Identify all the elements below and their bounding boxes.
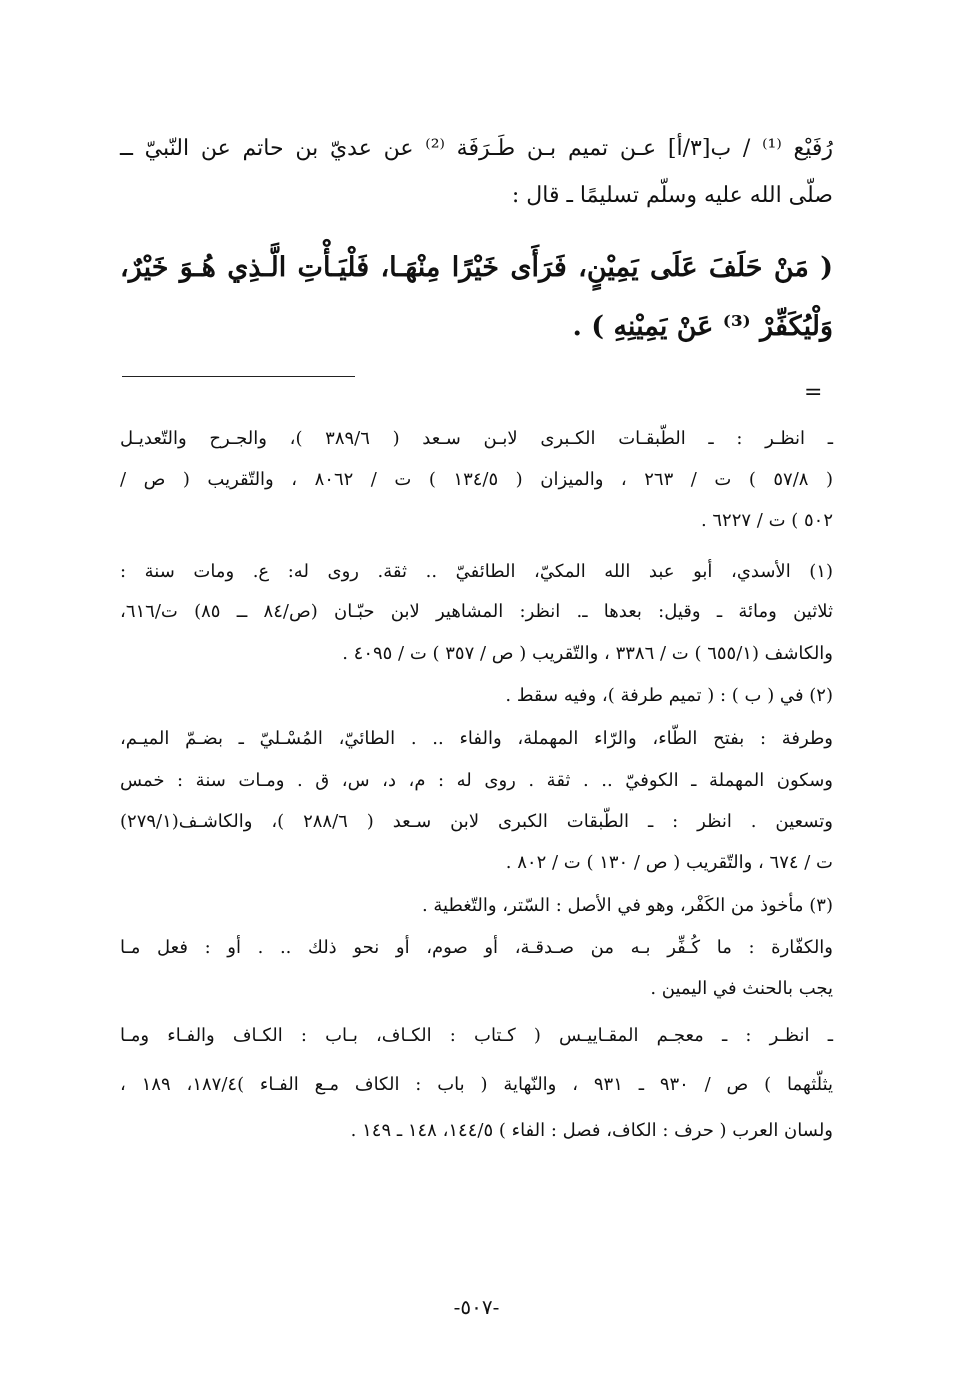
continuation-mark: = [804, 380, 823, 405]
hadith-line-2: وَلْيُكَفِّرْ ⁽³⁾ عَنْ يَمِيْنِهِ ) . [572, 311, 833, 342]
footnote-line: ـ انظـر : ـ معجـم المقـاييـس ( كـتاب : الكـاف، بـاب : الكـاف والفـاء ومـا [120, 1025, 833, 1046]
footnote-line: ٥٠٢ ) ت / ٦٢٢٧ . [700, 510, 833, 531]
footnote-line: (٣) مأخوذ من الكَفْر، وهو في الأصل : السّتر، والتّغطية . [421, 895, 833, 916]
footnote-line: والكفّارة : ما كُـفِّر بـه من صـدقـة، أو صوم، أو نحو ذلك .. . أو : فعل مـا [120, 937, 833, 958]
footnote-line: وسكون المهملة ـ الكوفيّ .. . ثقة . روى له : م، د، س، ق . ومـات سنة : خمس [120, 770, 833, 791]
footnote-line: يجب بالحنث في اليمين . [650, 978, 833, 999]
main-text-line-2: صلّى الله عليه وسلّم تسليمًا ـ قال : [511, 183, 833, 208]
footnote-separator [122, 376, 355, 377]
footnote-line: ثلاثين ومائة ـ وقيل: بعدها ـ. انظر: المشاهير لابن حبّـان (ص/٨٤ ــ ٨٥) ت/٦١٦، [120, 601, 833, 622]
footnote-line: ت / ٦٧٤ ، والتّقريب ( ص / ١٣٠ ) ت / ٨٠٢ . [505, 852, 833, 873]
footnote-line: وطرفة : بفتح الطّاء، والرّاء المهملة، والفاء .. . الطائيّ، المُسْـليّ ـ بضـمّ الميـم، [120, 728, 833, 749]
footnote-line: وتسعين . انظر : ـ الطّبقات الكبرى لابن سـعد ( ٢٨٨/٦ )، والكاشـف(٢٧٩/١) [120, 811, 833, 832]
footnote-line: (٢) في ( ب ) : ( تميم طرفة )، وفيه سقط . [505, 685, 833, 706]
footnote-line: ولسان العرب ( حرف : الكاف، فصل : الفاء ) ١٤٤/٥، ١٤٨ ـ ١٤٩ . [350, 1120, 833, 1141]
hadith-line-1: ( مَنْ حَلَفَ عَلَى يَمِيْنٍ، فَرَأَى خَيْرًا مِنْهَـا، فَلْيَـأْتِ الَّـذِي هُـوَ خَيْرٌ، [120, 252, 833, 283]
footnote-line: ( ٥٧/٨ ) ت / ٢٦٣ ، والميزان ( ١٣٤/٥ ) ت / ٨٠٦٢ ، والتّقريب ( ص / [120, 469, 834, 490]
footnote-line: (١) الأسدي، أبو عبد الله المكيّ، الطائفيّ .. ثقة. روى له: ع. ومات سنة : [120, 561, 833, 582]
footnote-line: والكاشف (٦٥٥/١ ) ت / ٣٣٨٦ ، والتّقريب ( ص / ٣٥٧ ) ت / ٤٠٩٥ . [342, 643, 833, 664]
main-text-line-1: رُفَيْع ⁽¹⁾ / ب[٣/أ] عـن تميم بـن طَـرَفَة ⁽²⁾ عن عديّ بن حاتم عن النّبيّ ــ [120, 136, 834, 161]
footnote-line: ـ انظـر : ـ الطّبقـات الكـبرى لابـن سـعد ( ٣٨٩/٦ )، والجـرح والتّعديـل [120, 428, 833, 449]
page-number: -٥٠٧- [453, 1295, 500, 1319]
footnote-line: يثلّثهما ) ص / ٩٣٠ ـ ٩٣١ ، والنّهاية ( باب : الكاف مـع الفـاء )١٨٧/٤، ١٨٩ ، [120, 1074, 834, 1095]
